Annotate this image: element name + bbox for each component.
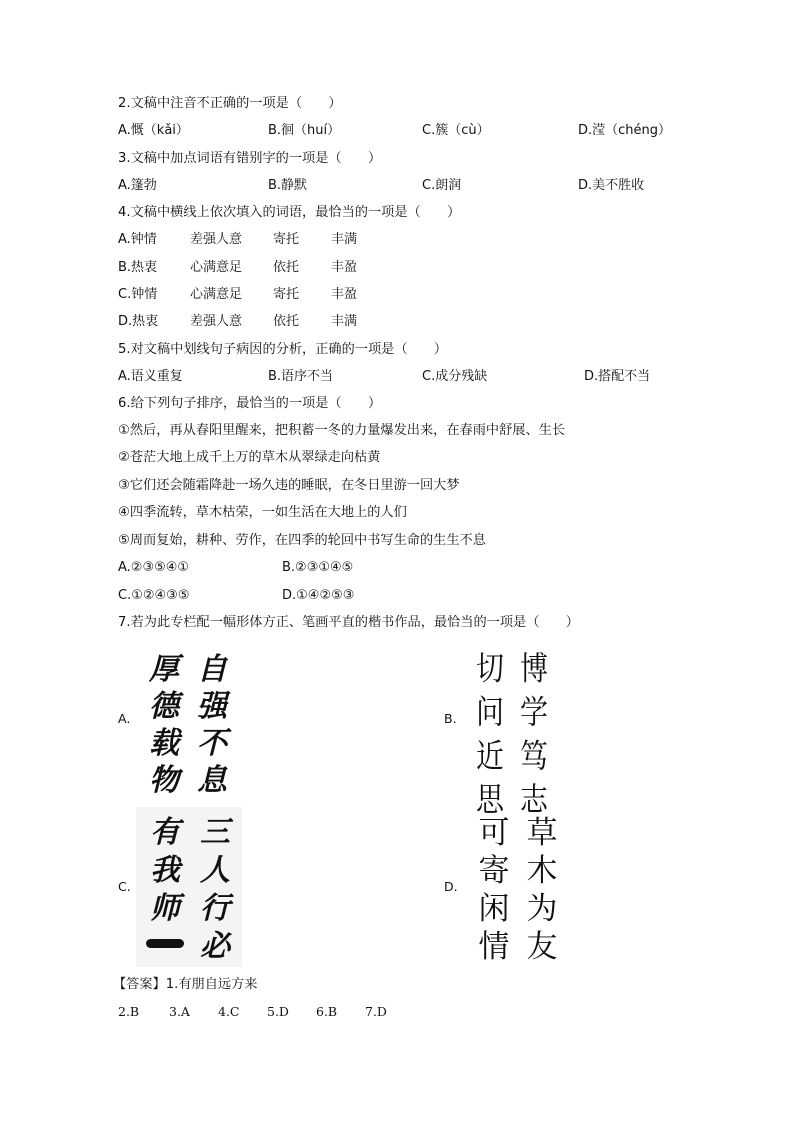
q5-option-d[interactable]: D.搭配不当 [584, 369, 651, 384]
art-c-char-3: 行 [200, 891, 230, 926]
q7-option-c-label[interactable]: C. [118, 879, 131, 894]
art-a-char-6: 德 [149, 688, 179, 724]
art-b-char-7: 近 [475, 737, 504, 775]
answer-1: 1.有朋自远方来 [165, 977, 258, 992]
q6-option-c[interactable]: C.①②④③⑤ [118, 588, 190, 603]
answer-line-1 [113, 976, 257, 994]
q5-option-b[interactable]: B.语序不当 [268, 369, 334, 384]
art-a-char-3: 不 [197, 725, 227, 761]
art-a-char-8: 物 [149, 762, 179, 798]
q4-option-b-word4: 丰盈 [331, 260, 358, 275]
art-a-char-7: 载 [149, 725, 179, 761]
art-c-dash [146, 939, 184, 948]
q3-option-c[interactable]: C.朗润 [422, 178, 462, 193]
q3-stem: 3.文稿中加点词语有错别字的一项是（ ） [118, 151, 382, 166]
answer-7: 7.D [365, 1004, 387, 1019]
q5-option-c[interactable]: C.成分残缺 [422, 369, 488, 384]
art-d-char-8: 情 [478, 928, 510, 965]
q6-sentence-5: ⑤周而复始，耕种、劳作，在四季的轮回中书写生命的生生不息 [118, 533, 486, 548]
q3-option-a[interactable]: A.篷勃 [118, 178, 157, 193]
art-d-char-6: 寄 [478, 852, 510, 889]
q4-option-a[interactable]: A.钟情 [118, 232, 157, 247]
q7-option-a-label[interactable]: A. [118, 711, 131, 726]
answer-3: 3.A [169, 1004, 190, 1019]
art-c-char-7: 师 [150, 891, 180, 926]
q3-option-d[interactable]: D.美不胜收 [578, 178, 645, 193]
art-d-char-1: 草 [526, 814, 558, 851]
art-b-char-3: 笃 [519, 737, 548, 775]
q6-option-a[interactable]: A.②③⑤④① [118, 560, 190, 575]
q4-option-c-word3: 寄托 [273, 287, 300, 302]
art-d-char-4: 友 [526, 928, 558, 965]
q6-sentence-3: ③它们还会随霜降赴一场久违的睡眠，在冬日里游一回大梦 [118, 478, 460, 493]
art-b-char-4: 志 [519, 780, 548, 819]
q4-option-b-word2: 心满意足 [190, 260, 243, 275]
art-a-char-4: 息 [197, 762, 227, 798]
art-b-char-1: 博 [519, 649, 548, 688]
q4-option-a-word2: 差强人意 [190, 232, 243, 247]
q4-option-d-word2: 差强人意 [190, 314, 243, 329]
q2-option-d[interactable]: D.滢（chéng） [578, 123, 672, 138]
q6-sentence-1: ①然后，再从春阳里醒来，把积蓄一冬的力量爆发出来，在春雨中舒展、生长 [118, 423, 566, 438]
q5-stem: 5.对文稿中划线句子病因的分析，正确的一项是（ ） [118, 342, 448, 357]
answer-2: 2.B [118, 1004, 140, 1019]
q4-option-b-word3: 依托 [273, 260, 300, 275]
q2-option-b[interactable]: B.徊（huí） [268, 123, 341, 138]
q2-stem: 2.文稿中注音不正确的一项是（ ） [118, 96, 342, 111]
art-b-char-2: 学 [519, 693, 548, 732]
q4-option-d-word4: 丰满 [331, 314, 358, 329]
q7-option-d-label[interactable]: D. [444, 879, 458, 894]
q7-option-b-label[interactable]: B. [444, 711, 457, 726]
q6-option-d[interactable]: D.①④②⑤③ [282, 588, 355, 603]
q4-stem: 4.文稿中横线上依次填入的词语，最恰当的一项是（ ） [118, 205, 461, 220]
q7-stem: 7.若为此专栏配一幅形体方正、笔画平直的楷书作品，最恰当的一项是（ ） [118, 615, 579, 630]
q7-option-b-artwork[interactable] [468, 645, 556, 820]
q5-option-a[interactable]: A.语义重复 [118, 369, 183, 384]
art-c-char-4: 必 [200, 929, 230, 964]
q6-stem: 6.给下列句子排序，最恰当的一项是（ ） [118, 396, 382, 411]
art-d-char-3: 为 [526, 890, 558, 927]
q2-option-c[interactable]: C.簇（cù） [422, 123, 490, 138]
art-b-char-5: 切 [475, 649, 504, 688]
art-c-char-6: 我 [150, 853, 180, 888]
art-a-char-2: 强 [197, 688, 227, 724]
art-d-char-2: 木 [526, 852, 558, 889]
q4-option-c-word4: 丰盈 [331, 287, 358, 302]
q4-option-d[interactable]: D.热衷 [118, 314, 159, 329]
q3-option-b[interactable]: B.静默 [268, 178, 308, 193]
q4-option-c-word2: 心满意足 [190, 287, 243, 302]
q4-option-d-word3: 依托 [273, 314, 300, 329]
art-a-char-1: 自 [197, 651, 227, 687]
q7-option-d-artwork[interactable] [470, 810, 566, 964]
answer-6: 6.B [316, 1004, 338, 1019]
art-d-char-5: 可 [478, 814, 510, 851]
art-b-char-8: 思 [475, 780, 504, 819]
answer-tag: 【答案】 [113, 977, 166, 992]
q4-option-a-word4: 丰满 [331, 232, 358, 247]
art-c-char-5: 有 [150, 815, 180, 850]
q6-sentence-2: ②苍茫大地上成千上万的草木从翠绿走向枯黄 [118, 450, 381, 465]
answer-5: 5.D [267, 1004, 289, 1019]
q6-option-b[interactable]: B.②③①④⑤ [282, 560, 354, 575]
art-d-char-7: 闲 [478, 890, 510, 927]
art-c-char-2: 人 [200, 853, 230, 888]
q7-option-a-artwork[interactable] [140, 647, 236, 798]
art-a-char-5: 厚 [149, 651, 179, 687]
q6-sentence-4: ④四季流转，草木枯荣，一如生活在大地上的人们 [118, 505, 407, 520]
q2-option-a[interactable]: A.慨（kǎi） [118, 123, 189, 138]
q7-option-c-artwork[interactable] [140, 810, 240, 964]
answer-4: 4.C [218, 1004, 240, 1019]
art-b-char-6: 问 [475, 693, 504, 732]
q4-option-a-word3: 寄托 [273, 232, 300, 247]
art-c-char-1: 三 [200, 815, 230, 850]
q4-option-b[interactable]: B.热衷 [118, 260, 158, 275]
q4-option-c[interactable]: C.钟情 [118, 287, 158, 302]
